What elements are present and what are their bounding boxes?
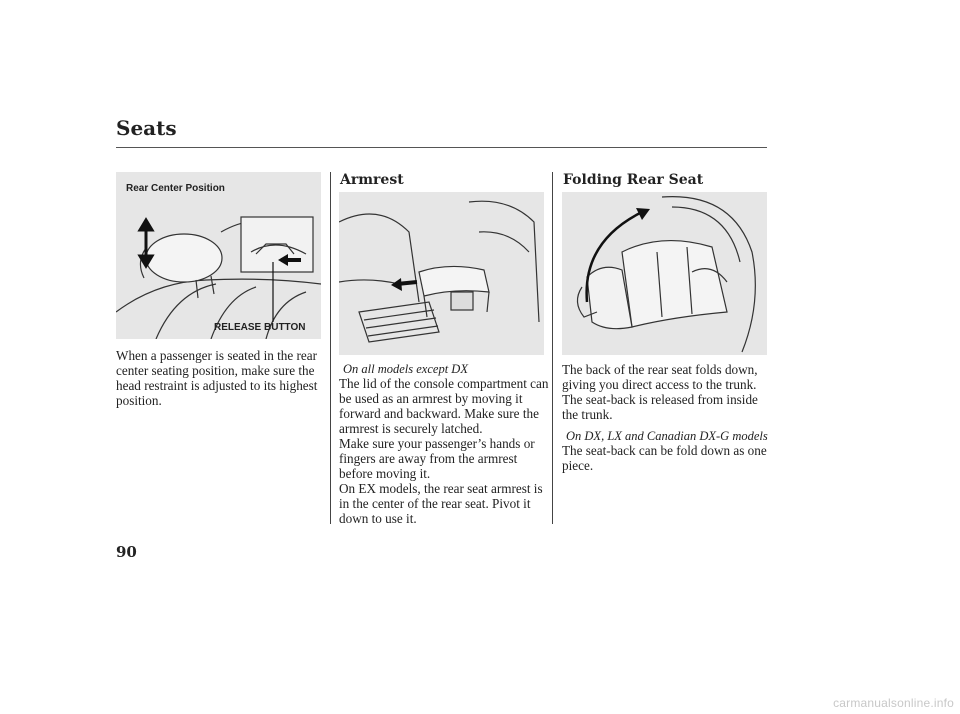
armrest-text-3: On EX models, the rear seat armrest is in the center of the rear seat. Pivot it down to use it. bbox=[339, 481, 543, 526]
page-number: 90 bbox=[116, 543, 137, 561]
rear-center-figure-title: Rear Center Position bbox=[126, 183, 225, 194]
folding-note: On DX, LX and Canadian DX-G models bbox=[566, 429, 768, 443]
column-divider-1 bbox=[330, 172, 331, 524]
armrest-illustration bbox=[339, 192, 544, 355]
armrest-note: On all models except DX bbox=[343, 362, 468, 376]
folding-text-1: The back of the rear seat folds down, giving you direct access to the trunk. The seat-back is released from inside the trunk. bbox=[562, 362, 758, 422]
column-divider-2 bbox=[552, 172, 553, 524]
armrest-heading: Armrest bbox=[340, 172, 404, 188]
page-title: Seats bbox=[116, 116, 177, 140]
rear-center-illustration bbox=[116, 172, 321, 339]
folding-heading: Folding Rear Seat bbox=[563, 172, 704, 188]
rear-center-text: When a passenger is seated in the rear center seating position, make sure the head restraint is adjusted to its highest position. bbox=[116, 348, 318, 408]
rear-center-figure bbox=[116, 172, 321, 339]
folding-figure bbox=[562, 192, 767, 355]
armrest-figure bbox=[339, 192, 544, 355]
title-rule bbox=[116, 147, 767, 148]
armrest-text-2: Make sure your passenger’s hands or fingers are away from the armrest before moving it. bbox=[339, 436, 535, 481]
folding-text-2: The seat-back can be fold down as one piece. bbox=[562, 443, 767, 473]
folding-seat-illustration bbox=[562, 192, 767, 355]
armrest-text-1: The lid of the console compartment can be used as an armrest by moving it forward and backward. Make sure the armrest is securely latched. bbox=[339, 376, 549, 436]
watermark: carmanualsonline.info bbox=[833, 696, 954, 710]
release-button-callout: RELEASE BUTTON bbox=[214, 322, 306, 333]
